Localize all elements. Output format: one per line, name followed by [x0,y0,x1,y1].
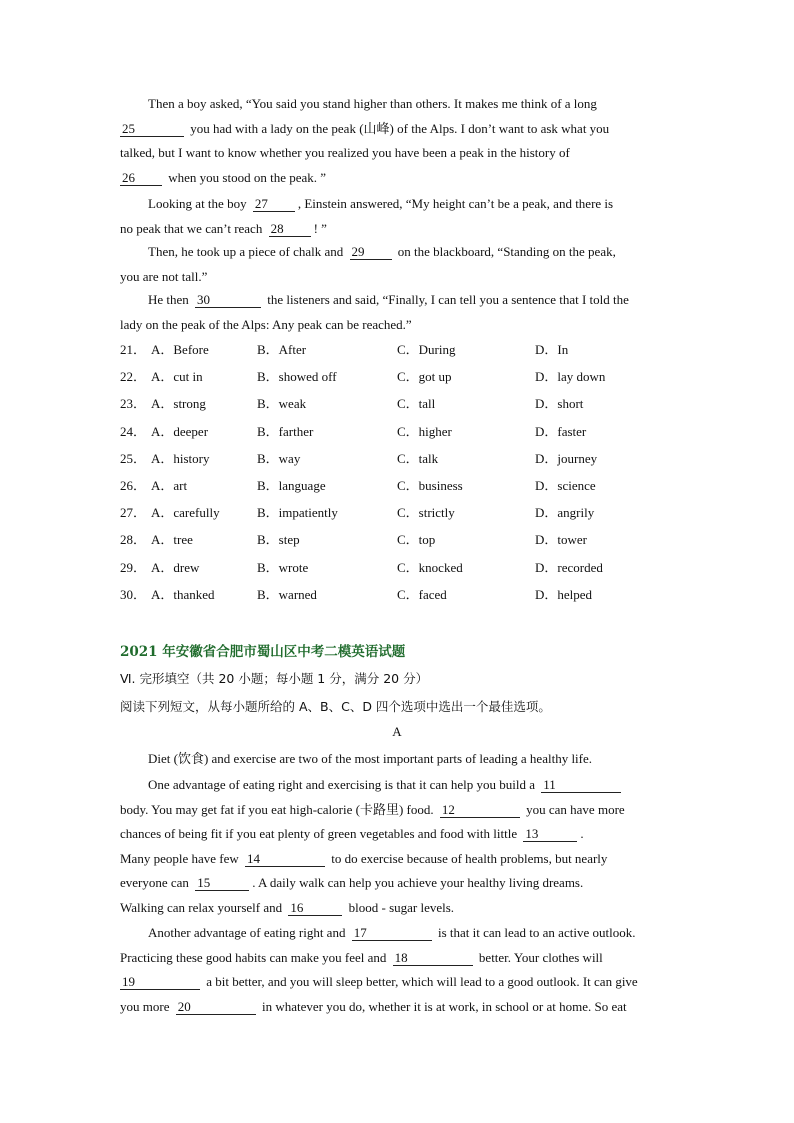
passage-label: A [392,724,402,739]
passage2-paragraph-3: Another advantage of eating right and 17 is that it can lead to an active outlook. Practicing these good habits can make you feel and 18 better. Your clothes will 19 a bit better, and you will sleep better, which will lead to a good outlook. It can give you more 20 in whatever you do, whether it is at work, in school or at home. So eat [120,925,638,1014]
blank-19: 19 [120,974,200,990]
blank-30: 30 [195,292,261,308]
section-heading: Ⅵ. 完形填空（共 20 小题；每小题 1 分，满分 20 分） [120,671,429,686]
blank-13: 13 [523,826,577,842]
passage1-paragraph-3: Then, he took up a piece of chalk and 29 on the blackboard, “Standing on the peak, you are not tall.” [120,244,616,284]
option-row: 26． A．art B．language C．business D．science [120,477,596,493]
blank-11: 11 [541,777,621,793]
blank-12: 12 [440,802,520,818]
blank-28: 28 [269,221,311,237]
blank-25: 25 [120,121,184,137]
option-row: 21． A．Before B．After C．During D．In [120,342,569,357]
passage2-paragraph-1: Diet (饮食) and exercise are two of the most important parts of leading a healthy life. [148,751,593,766]
option-row: 30． A．thanked B．warned C．faced D．helped [120,586,593,602]
option-row: 23． A．strong B．weak C．tall D．short [120,396,584,412]
blank-27: 27 [253,196,295,212]
option-row: 22． A．cut in B．showed off C．got up D．lay down [120,369,606,385]
passage1-paragraph-1: Then a boy asked, “You said you stand higher than others. It makes me think of a long 25 you had with a lady on the peak (山峰) of the Alps. I don’t want to ask what you talked, but I want to know whether you realized you have been a peak in the history of 26 when you stood on the peak. ” [120,96,610,185]
option-row: 24． A．deeper B．farther C．higher D．faster [120,423,587,439]
option-row: 25． A．history B．way C．talk D．journey [120,450,598,466]
blank-20: 20 [176,999,256,1015]
blank-16: 16 [288,900,342,916]
blank-17: 17 [352,925,432,941]
blank-14: 14 [245,851,325,867]
passage1-paragraph-2: Looking at the boy 27 , Einstein answered, “My height can’t be a peak, and there is no peak that we can’t reach 28 ! ” [120,196,614,236]
passage1-paragraph-4: He then 30 the listeners and said, “Finally, I can tell you a sentence that I told the lady on the peak of the Alps: Any peak can be reached.” [120,292,629,332]
blank-29: 29 [350,244,392,260]
option-row: 27． A．carefully B．impatiently C．strictly D．angrily [120,505,595,521]
blank-15: 15 [195,875,249,891]
passage2-paragraph-2: One advantage of eating right and exercising is that it can help you build a 11 body. You may get fat if you eat high-calorie (卡路里) food. 12 you can have more chances of being fit if you eat plenty of green vegetables and food with little 13 . Many people have few 14 to do exercise because of health problems, but nearly everyone can 15 . A daily walk can help you achieve your healthy living dreams. Walking can relax yourself and 16 blood - sugar levels. [120,777,625,915]
option-row: 28． A．tree B．step C．top D．tower [120,532,587,548]
options-list [120,339,680,611]
section-title: 2021 年安徽省合肥市蜀山区中考二模英语试题 [120,644,406,660]
section-instruction: 阅读下列短文，从每小题所给的 A、B、C、D 四个选项中选出一个最佳选项。 [120,699,551,714]
blank-18: 18 [393,950,473,966]
option-row: 29． A．drew B．wrote C．knocked D．recorded [120,559,603,575]
blank-26: 26 [120,170,162,186]
